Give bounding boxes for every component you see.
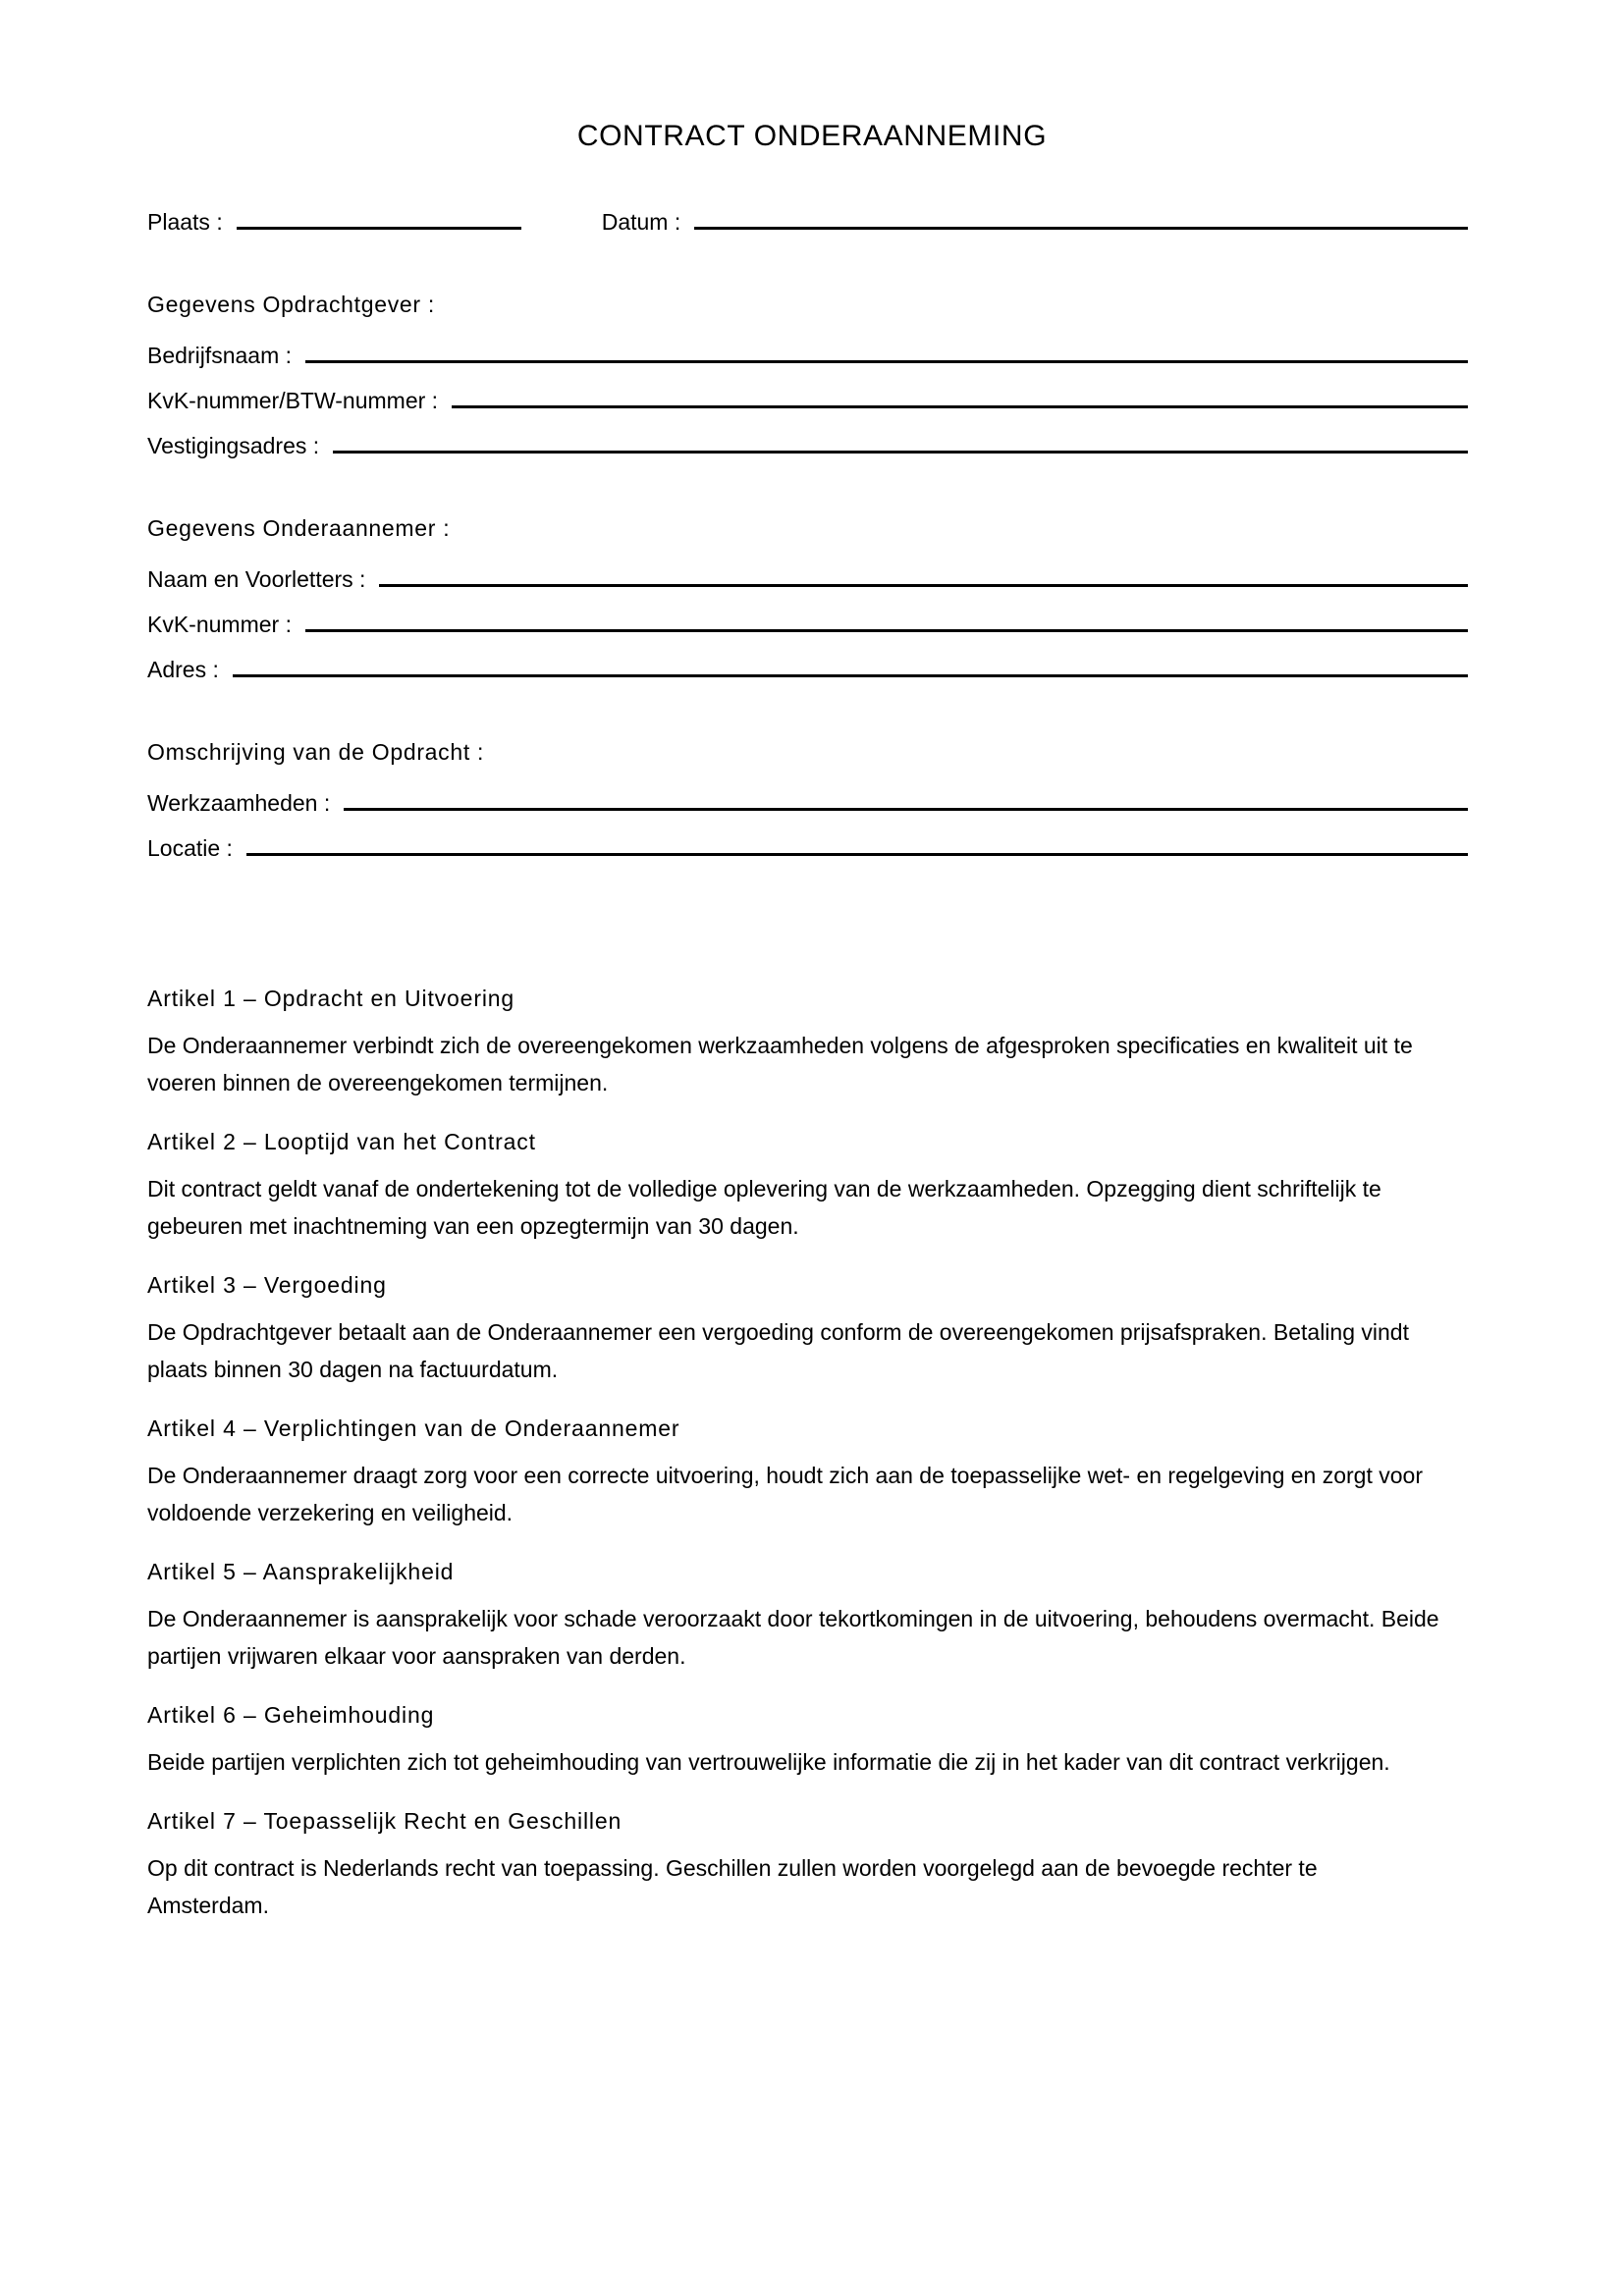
field-row-vestigingsadres <box>147 425 1468 470</box>
werkzaamheden-label: Werkzaamheden : <box>147 790 331 816</box>
article-1-body: De Onderaannemer verbindt zich de overeengekomen werkzaamheden volgens de afgesproken specificaties en kwaliteit uit te voeren binnen de overeengekomen termijnen. <box>147 1033 1413 1095</box>
field-row-locatie <box>147 828 1468 873</box>
vestigingsadres-label: Vestigingsadres : <box>147 433 320 458</box>
section-onderaannemer <box>147 513 1468 694</box>
article-7-heading: Artikel 7 – Toepasselijk Recht en Geschillen <box>147 1808 623 1834</box>
form-area <box>147 201 1468 873</box>
spacer <box>147 694 1468 737</box>
article-3-heading: Artikel 3 – Vergoeding <box>147 1272 387 1298</box>
article-5-body: De Onderaannemer is aansprakelijk voor schade veroorzaakt door tekortkomingen in de uitvoering, behoudens overmacht. Beide partijen vrijwaren elkaar voor aanspraken van derden. <box>147 1606 1439 1669</box>
article-4 <box>147 1412 1468 1531</box>
field-row-werkzaamheden <box>147 782 1468 828</box>
spacer <box>147 246 1468 290</box>
kvk-nummer-label: KvK-nummer : <box>147 612 292 637</box>
article-7-body: Op dit contract is Nederlands recht van toepassing. Geschillen zullen worden voorgelegd aan de bevoegde rechter te Amsterdam. <box>147 1855 1318 1918</box>
spacer <box>147 470 1468 513</box>
adres-label: Adres : <box>147 657 219 682</box>
article-3 <box>147 1268 1468 1388</box>
naam-voorletters-label: Naam en Voorletters : <box>147 566 366 592</box>
field-row-adres <box>147 649 1468 694</box>
article-6-body: Beide partijen verplichten zich tot geheimhouding van vertrouwelijke informatie die zij in het kader van dit contract verkrijgen. <box>147 1749 1390 1775</box>
locatie-label: Locatie : <box>147 835 233 861</box>
article-7 <box>147 1804 1468 1924</box>
naam-voorletters-input[interactable] <box>379 559 1468 587</box>
vestigingsadres-input[interactable] <box>333 425 1468 454</box>
article-2-heading: Artikel 2 – Looptijd van het Contract <box>147 1129 536 1154</box>
section-heading-onderaannemer: Gegevens Onderaannemer : <box>147 515 451 541</box>
field-row-kvk-nummer <box>147 604 1468 649</box>
bedrijfsnaam-input[interactable] <box>305 335 1468 363</box>
article-1-heading: Artikel 1 – Opdracht en Uitvoering <box>147 986 515 1011</box>
datum-input[interactable] <box>694 201 1468 230</box>
werkzaamheden-input[interactable] <box>344 782 1468 811</box>
kvk-nummer-input[interactable] <box>305 604 1468 632</box>
section-omschrijving <box>147 737 1468 873</box>
kvk-btw-input[interactable] <box>452 380 1468 408</box>
plaats-label: Plaats : <box>147 209 223 235</box>
plaats-input[interactable] <box>237 201 521 230</box>
field-row-bedrijfsnaam <box>147 335 1468 380</box>
article-3-body: De Opdrachtgever betaalt aan de Onderaannemer een vergoeding conform de overeengekomen prijsafspraken. Betaling vindt plaats binnen 30 dagen na factuurdatum. <box>147 1319 1409 1382</box>
section-heading-omschrijving: Omschrijving van de Opdracht : <box>147 739 485 765</box>
article-2-body: Dit contract geldt vanaf de ondertekening tot de volledige oplevering van de werkzaamheden. Opzegging dient schriftelijk te gebeuren met inachtneming van een opzegtermijn van 30 dagen. <box>147 1176 1381 1239</box>
bedrijfsnaam-label: Bedrijfsnaam : <box>147 343 293 368</box>
article-5 <box>147 1555 1468 1675</box>
field-row-naam-voorletters <box>147 559 1468 604</box>
section-opdrachtgever <box>147 290 1468 470</box>
article-4-heading: Artikel 4 – Verplichtingen van de Onderaannemer <box>147 1415 680 1441</box>
kvk-btw-label: KvK-nummer/BTW-nummer : <box>147 388 439 413</box>
page-title: CONTRACT ONDERAANNEMING <box>576 120 1048 152</box>
adres-input[interactable] <box>233 649 1468 677</box>
datum-label: Datum : <box>601 209 681 235</box>
article-2 <box>147 1125 1468 1245</box>
article-6-heading: Artikel 6 – Geheimhouding <box>147 1702 435 1728</box>
article-5-heading: Artikel 5 – Aansprakelijkheid <box>147 1559 455 1584</box>
articles-area <box>147 982 1468 1924</box>
locatie-input[interactable] <box>246 828 1468 856</box>
place-date-row <box>147 201 1468 246</box>
section-heading-opdrachtgever: Gegevens Opdrachtgever : <box>147 292 435 317</box>
article-6 <box>147 1698 1468 1781</box>
article-1 <box>147 982 1468 1101</box>
field-row-kvk-btw <box>147 380 1468 425</box>
article-4-body: De Onderaannemer draagt zorg voor een correcte uitvoering, houdt zich aan de toepasselijke wet- en regelgeving en zorgt voor voldoende verzekering en veiligheid. <box>147 1463 1423 1525</box>
